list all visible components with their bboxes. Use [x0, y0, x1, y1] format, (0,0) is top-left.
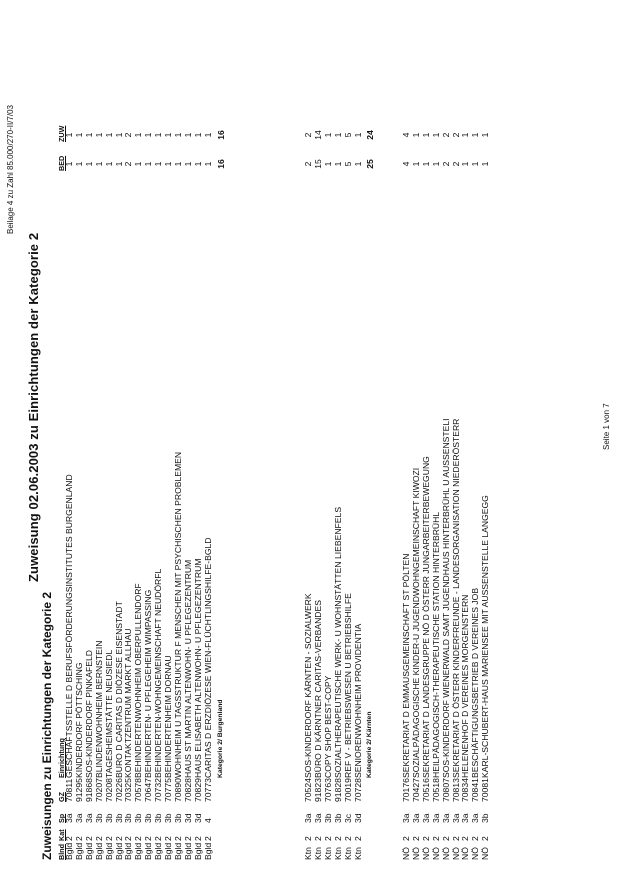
cell-gz: 70518 — [430, 778, 441, 802]
cell-einrichtung: KARL-SCHUBERT-HAUS MARIENSEE MIT AUSSENSTELLE LANGEGG — [480, 495, 491, 778]
cell-zuw: 2 — [440, 132, 451, 138]
table-row — [133, 100, 143, 860]
table-subtitle: Zuweisungen zu Einrichtungen der Kategorie 2 — [40, 591, 54, 860]
column-header-einrichtung: Einrichtung — [57, 738, 66, 778]
cell-bed: 2 — [440, 161, 451, 167]
cell-sp: 3a — [460, 813, 471, 823]
category-total-row — [216, 100, 226, 860]
cell-einrichtung: BURO D CARITAS D DIÖZESE EISENSTADT — [113, 601, 124, 778]
cell-bed: 5 — [342, 161, 353, 167]
cell-bed: 1 — [332, 161, 343, 167]
table-row — [64, 100, 74, 860]
cell-einrichtung: SOZIALPÄDAGOGISCHE KINDER-U JUGENDWOHNGEMEINSCHAFT KIWOZI — [410, 467, 421, 778]
cell-kategorie: 2 — [153, 836, 164, 841]
cell-einrichtung: WOHNHEIM U TAGSSTRUKTUR F MENSCHEN MIT PSYCHISCHEN PROBLEMEN — [172, 451, 183, 778]
cell-kategorie: 2 — [113, 836, 124, 841]
table-row — [353, 100, 363, 860]
cell-zuw: 1 — [73, 132, 84, 138]
cell-zuw: 1 — [202, 132, 213, 138]
cell-einrichtung: SEKRETARIAT D ÖSTERR KINDERFREUNDE - LANDESORGANISATION NIEDERÖSTERR — [450, 418, 461, 778]
cell-bed: 1 — [73, 161, 84, 167]
cell-bundesland: Ktn — [352, 847, 363, 860]
table-row — [84, 100, 94, 860]
cell-einrichtung: SOS-KINDERDORF PINKAFELD — [83, 650, 94, 778]
cell-zuw: 5 — [342, 132, 353, 138]
cell-sp: 3d — [192, 813, 203, 823]
cell-kategorie: 2 — [440, 836, 451, 841]
category-total-bed: 25 — [365, 159, 376, 169]
cell-bundesland: Bgld — [163, 842, 173, 860]
table-row — [480, 100, 490, 860]
cell-gz: 70890 — [172, 778, 183, 802]
cell-zuw: 1 — [480, 132, 491, 138]
cell-zuw: 1 — [470, 132, 481, 138]
cell-bed: 2 — [450, 161, 461, 167]
cell-einrichtung: BÜRO D KÄRNTNER CARITAS-VERBANDES — [312, 600, 323, 778]
cell-kategorie: 2 — [123, 836, 134, 841]
cell-bed: 1 — [430, 161, 441, 167]
cell-gz: 70732 — [153, 778, 164, 802]
table-row — [470, 100, 480, 860]
category-total-row — [365, 100, 375, 860]
cell-einrichtung: BEHINDERTEN-WOHNGEMEINSCHAFT NEUDÖRFL — [153, 568, 164, 778]
cell-sp: 3a — [470, 813, 481, 823]
cell-zuw: 2 — [450, 132, 461, 138]
cell-bundesland: Ktn — [303, 847, 313, 860]
cell-gz: 70019 — [342, 778, 353, 802]
table-row — [451, 100, 461, 860]
cell-sp: 3b — [153, 813, 164, 823]
cell-zuw: 2 — [303, 132, 313, 138]
cell-sp: 3d — [352, 813, 363, 823]
table-row — [143, 100, 153, 860]
table-row — [303, 100, 313, 860]
cell-gz: 70807 — [440, 778, 451, 802]
table-row — [313, 100, 323, 860]
cell-bed: 1 — [410, 161, 421, 167]
cell-einrichtung: HAUS ELISABETH ALTENWOHN- U PFLEGEZENTRUM — [192, 558, 203, 778]
cell-bundesland: Bgld — [103, 842, 114, 860]
cell-gz: 70176 — [401, 778, 411, 802]
cell-bed: 15 — [312, 159, 323, 169]
cell-sp: 3a — [73, 813, 84, 823]
cell-kategorie: 2 — [202, 836, 213, 841]
cell-zuw: 1 — [410, 132, 421, 138]
cell-kategorie: 2 — [460, 836, 471, 841]
cell-bundesland: Bgld — [83, 842, 94, 860]
category-total-bed: 16 — [215, 159, 226, 169]
cell-bundesland: Bgld — [143, 842, 154, 860]
cell-kategorie: 2 — [93, 836, 104, 841]
table-row — [114, 100, 124, 860]
cell-einrichtung: HELENENHOF D VEREINES MORGENSTERN — [460, 594, 471, 778]
cell-einrichtung: TAGESHEIMSTÄTTE NEUSIEDL — [103, 649, 114, 778]
cell-gz: 70226 — [113, 778, 124, 802]
cell-zuw: 1 — [332, 132, 343, 138]
cell-bed: 1 — [93, 161, 104, 167]
cell-sp: 3b — [103, 813, 114, 823]
cell-gz: 70828 — [182, 778, 193, 802]
cell-einrichtung: SOS-KINDERDORF WIENERWALD SAMT JUGENDHAUS HINTERBRÜHL U AUSSENSTELI — [440, 418, 451, 778]
category-total-label: Kategorie 2/ Burgenland — [216, 699, 224, 778]
cell-gz: 70728 — [352, 778, 363, 802]
cell-kategorie: 2 — [430, 836, 441, 841]
cell-zuw: 14 — [312, 130, 323, 140]
cell-kategorie: 2 — [303, 836, 313, 841]
cell-bed: 1 — [480, 161, 491, 167]
cell-kategorie: 2 — [342, 836, 353, 841]
cell-einrichtung: SOZIALTHERAPEUTISCHE WERK- U WOHNSTÄTTEN LIEBENFELS — [332, 506, 343, 778]
cell-gz: 70516 — [420, 778, 431, 802]
cell-einrichtung: HAUS ST MARTIN ALTENWOHN- U PFLEGEZENTRUM — [182, 559, 193, 778]
cell-kategorie: 2 — [73, 836, 84, 841]
cell-bed: 1 — [172, 161, 183, 167]
cell-kategorie: 2 — [192, 836, 203, 841]
cell-gz: 70647 — [143, 778, 154, 802]
cell-gz: 91828 — [332, 778, 343, 802]
cell-bed: 1 — [113, 161, 124, 167]
cell-zuw: 1 — [163, 132, 173, 138]
table-row — [411, 100, 421, 860]
cell-zuw: 1 — [83, 132, 94, 138]
cell-zuw: 1 — [64, 132, 74, 138]
table-row — [123, 100, 133, 860]
category-total-label: Kategorie 2/ Kärnten — [366, 711, 374, 778]
cell-kategorie: 2 — [470, 836, 481, 841]
cell-kategorie: 2 — [133, 836, 144, 841]
cell-gz: 70773 — [202, 778, 213, 802]
cell-sp: 3a — [64, 813, 74, 823]
cell-sp: 3b — [332, 813, 343, 823]
cell-kategorie: 2 — [143, 836, 154, 841]
cell-bed: 2 — [123, 161, 134, 167]
cell-einrichtung: GESCHÄFTSSTELLE D BERUFSFÖRDERUNGSINSTITUTES BURGENLAND — [64, 474, 74, 778]
column-header-zuw: ZUW — [57, 125, 66, 142]
cell-einrichtung: SOS-KINDERDORF KÄRNTEN - SOZIALWERK — [303, 593, 313, 778]
cell-bundesland: Bgld — [73, 842, 84, 860]
cell-sp: 3a — [450, 813, 461, 823]
cell-einrichtung: HEILPÄDAGOGISCH-THERAPEUTISCHE STATION HINTERBRÜHL — [430, 511, 441, 778]
cell-bundesland: Bgld — [153, 842, 164, 860]
cell-sp: 3b — [163, 813, 173, 823]
cell-gz: 70208 — [103, 778, 114, 802]
cell-gz: 70325 — [123, 778, 134, 802]
table-row — [441, 100, 451, 860]
cell-einrichtung: BEHINDERTEN- U PFLEGEHEIM WIMPASSING — [143, 589, 154, 778]
cell-sp: 4 — [202, 818, 213, 823]
cell-bundesland: NÖ — [450, 847, 461, 860]
document-title: Zuweisung 02.06.2003 zu Einrichtungen der Kategorie 2 — [26, 232, 41, 582]
cell-sp: 3b — [133, 813, 144, 823]
page-number: Seite 1 von 7 — [602, 403, 611, 450]
cell-gz: 70763 — [322, 778, 333, 802]
cell-bundesland: Bgld — [172, 842, 183, 860]
cell-bundesland: NÖ — [440, 847, 451, 860]
cell-gz: 91868 — [83, 778, 94, 802]
cell-kategorie: 2 — [83, 836, 94, 841]
cell-bundesland: NÖ — [420, 847, 431, 860]
cell-kategorie: 2 — [450, 836, 461, 841]
cell-kategorie: 2 — [322, 836, 333, 841]
cell-zuw: 1 — [192, 132, 203, 138]
cell-zuw: 1 — [420, 132, 431, 138]
cell-sp: 3b — [322, 813, 333, 823]
cell-gz: 70813 — [450, 778, 461, 802]
cell-zuw: 1 — [113, 132, 124, 138]
table-row — [431, 100, 441, 860]
table-row — [74, 100, 84, 860]
cell-zuw: 1 — [460, 132, 471, 138]
column-header-kat: Kat — [57, 829, 66, 841]
cell-sp: 3a — [303, 813, 313, 823]
cell-bed: 1 — [153, 161, 164, 167]
cell-einrichtung: CARITAS D ERZDIÖZESE WIEN-FLÜCHTLINGSHILFE-BGLD — [202, 537, 213, 778]
cell-sp: 3b — [113, 813, 124, 823]
cell-bundesland: Ktn — [322, 847, 333, 860]
column-header-bland: Blnd — [57, 844, 66, 860]
cell-bed: 1 — [133, 161, 144, 167]
cell-bed: 1 — [143, 161, 154, 167]
cell-sp: 3b — [172, 813, 183, 823]
cell-bed: 1 — [352, 161, 363, 167]
column-header-gz: GZ — [57, 792, 66, 802]
cell-bed: 1 — [103, 161, 114, 167]
cell-kategorie: 2 — [480, 836, 491, 841]
cell-sp: 3a — [420, 813, 431, 823]
cell-zuw: 1 — [93, 132, 104, 138]
cell-sp: 3a — [430, 813, 441, 823]
cell-sp: 3b — [93, 813, 104, 823]
cell-kategorie: 2 — [64, 836, 74, 841]
cell-gz: 70081 — [480, 778, 491, 802]
cell-bed: 1 — [420, 161, 431, 167]
cell-bundesland: Ktn — [342, 847, 353, 860]
cell-einrichtung: BEHINDERTENHEIM DORNAU — [163, 655, 173, 778]
cell-sp: 3d — [182, 813, 193, 823]
cell-einrichtung: SENIORENWOHNHEIM PROVIDENTIA — [352, 623, 363, 778]
cell-gz: 70829 — [192, 778, 203, 802]
table-row — [203, 100, 213, 860]
cell-gz: 70207 — [93, 778, 104, 802]
cell-einrichtung: BLINDENWOHNHEIM BERNSTEIN — [93, 640, 104, 778]
cell-bed: 1 — [322, 161, 333, 167]
cell-bed: 1 — [163, 161, 173, 167]
cell-gz: 91295 — [73, 778, 84, 802]
cell-zuw: 1 — [172, 132, 183, 138]
cell-bed: 1 — [202, 161, 213, 167]
cell-sp: 3c — [342, 813, 353, 823]
cell-bundesland: Ktn — [312, 847, 323, 860]
cell-einrichtung: BEHINDERTENWOHNHEIM OBERPULLENDORF — [133, 583, 144, 778]
table-row — [104, 100, 114, 860]
table-row — [343, 100, 353, 860]
cell-sp: 3a — [401, 813, 411, 823]
table-row — [183, 100, 193, 860]
cell-bundesland: NÖ — [460, 847, 471, 860]
cell-einrichtung: COPY SHOP BEST-COPY — [322, 675, 333, 778]
column-header-sp: Sp — [57, 813, 66, 823]
cell-bed: 1 — [192, 161, 203, 167]
cell-einrichtung: REF V - BETRIEBSWESEN U BETRIEBSHILFE — [342, 593, 353, 778]
cell-bundesland: Bgld — [113, 842, 124, 860]
table-row — [153, 100, 163, 860]
cell-einrichtung: SEKRETARIAT D EMMAUSGEMEINSCHAFT ST PÖLTEN — [401, 553, 411, 778]
cell-kategorie: 2 — [401, 836, 411, 841]
cell-zuw: 1 — [103, 132, 114, 138]
cell-zuw: 1 — [352, 132, 363, 138]
cell-bed: 1 — [460, 161, 471, 167]
cell-bundesland: Ktn — [332, 847, 343, 860]
cell-einrichtung: SEKRETARIAT D LANDESGRUPPE NÖ D ÖSTERR JUNGARBEITERBEWEGUNG — [420, 456, 431, 778]
cell-kategorie: 2 — [172, 836, 183, 841]
cell-kategorie: 2 — [332, 836, 343, 841]
cell-bundesland: NÖ — [401, 847, 411, 860]
cell-zuw: 1 — [153, 132, 164, 138]
cell-zuw: 1 — [322, 132, 333, 138]
cell-kategorie: 2 — [410, 836, 421, 841]
cell-gz: 70841 — [470, 778, 481, 802]
cell-bundesland: Bgld — [133, 842, 144, 860]
table-row — [333, 100, 343, 860]
table-row — [94, 100, 104, 860]
cell-sp: 3a — [312, 813, 323, 823]
table-row — [193, 100, 203, 860]
cell-kategorie: 2 — [420, 836, 431, 841]
table-row — [421, 100, 431, 860]
cell-kategorie: 2 — [312, 836, 323, 841]
cell-bed: 1 — [470, 161, 481, 167]
cell-einrichtung: KONTAKTZENTRUM MARKT ALLHAU — [123, 628, 134, 778]
cell-gz: 70834 — [460, 778, 471, 802]
cell-bundesland: Bgld — [64, 842, 74, 860]
cell-gz: 70775 — [163, 778, 173, 802]
cell-kategorie: 2 — [163, 836, 173, 841]
cell-zuw: 1 — [143, 132, 154, 138]
cell-sp: 3a — [83, 813, 94, 823]
category-total-zuw: 16 — [215, 130, 226, 140]
table-row — [401, 100, 411, 860]
cell-zuw: 1 — [182, 132, 193, 138]
cell-sp: 3b — [480, 813, 491, 823]
cell-bundesland: NÖ — [410, 847, 421, 860]
cell-sp: 3b — [143, 813, 154, 823]
table-row — [323, 100, 333, 860]
cell-zuw: 4 — [401, 132, 411, 138]
cell-zuw: 2 — [123, 132, 134, 138]
cell-kategorie: 2 — [352, 836, 363, 841]
cell-bed: 1 — [64, 161, 74, 167]
cell-einrichtung: BESCHÄFTIGUNGSBETRIEB D VEREINES JOB — [470, 587, 481, 778]
cell-bed: 2 — [303, 161, 313, 167]
attachment-note: Beilage 4 zu Zahl 85.000/270-II/7/03 — [6, 105, 15, 234]
cell-bundesland: NÖ — [470, 847, 481, 860]
cell-bed: 1 — [182, 161, 193, 167]
cell-bundesland: Bgld — [93, 842, 104, 860]
cell-kategorie: 2 — [182, 836, 193, 841]
cell-sp: 3b — [123, 813, 134, 823]
cell-gz: 70578 — [133, 778, 144, 802]
cell-bundesland: NÖ — [480, 847, 491, 860]
category-total-zuw: 24 — [365, 130, 376, 140]
cell-bundesland: NÖ — [430, 847, 441, 860]
table-row — [163, 100, 173, 860]
cell-bundesland: Bgld — [192, 842, 203, 860]
cell-sp: 3a — [410, 813, 421, 823]
cell-zuw: 1 — [133, 132, 144, 138]
table-row — [460, 100, 470, 860]
cell-bundesland: Bgld — [123, 842, 134, 860]
cell-bundesland: Bgld — [202, 842, 213, 860]
table-row — [173, 100, 183, 860]
cell-gz: 70524 — [303, 778, 313, 802]
cell-bundesland: Bgld — [182, 842, 193, 860]
cell-sp: 3a — [440, 813, 451, 823]
cell-gz: 91823 — [312, 778, 323, 802]
cell-gz: 70811 — [64, 778, 74, 802]
column-header-bed: BED — [57, 155, 66, 171]
cell-bed: 4 — [401, 161, 411, 167]
cell-zuw: 1 — [430, 132, 441, 138]
cell-einrichtung: KINDERDORF PÖTTSCHING — [73, 662, 84, 778]
cell-gz: 70427 — [410, 778, 421, 802]
cell-bed: 1 — [83, 161, 94, 167]
cell-kategorie: 2 — [103, 836, 114, 841]
